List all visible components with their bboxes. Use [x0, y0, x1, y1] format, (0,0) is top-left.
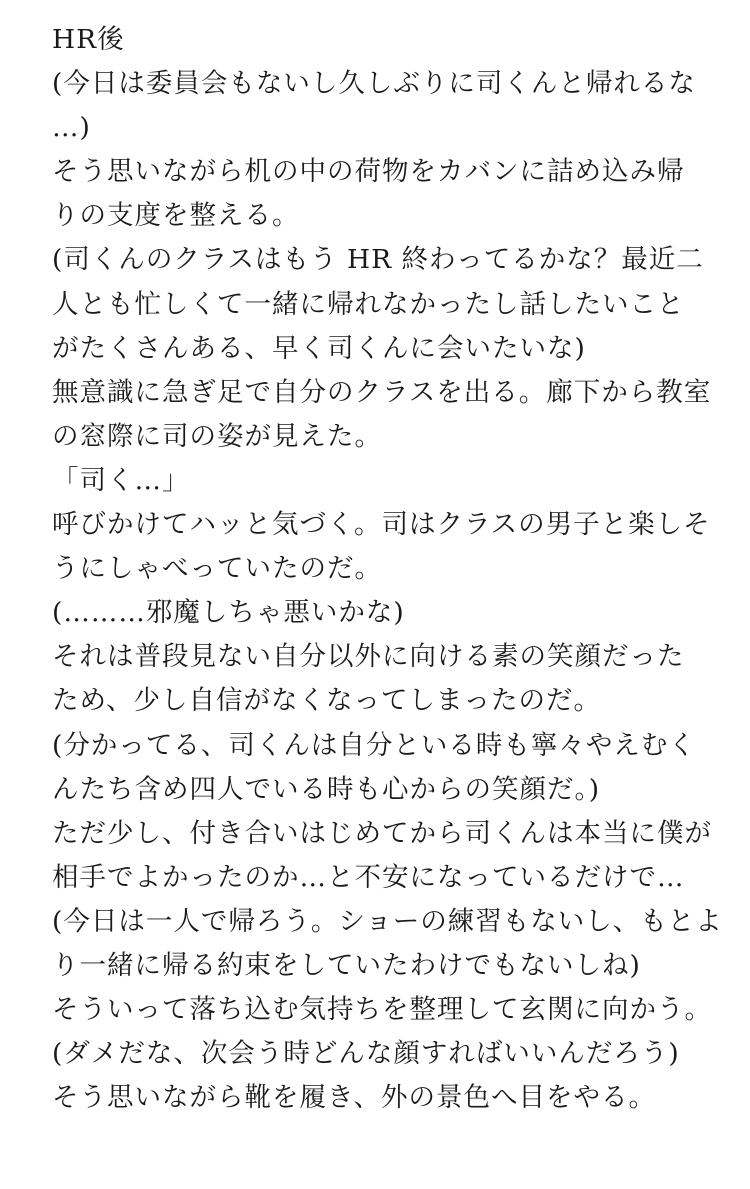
- text-line: そういって落ち込む気持ちを整理して玄関に向かう。: [52, 994, 712, 1026]
- text-line: りの支度を整える。: [52, 200, 300, 232]
- text-line: 相手でよかったのか…と不安になっているだけで…: [52, 861, 685, 893]
- text-line: (今日は委員会もないし久しぶりに司くんと帰れるな: [52, 68, 696, 100]
- text-line: (………邪魔しちゃ悪いかな): [52, 597, 405, 629]
- text-line: 無意識に急ぎ足で自分のクラスを出る。廊下から教室: [52, 376, 712, 408]
- text-line: そう思いながら机の中の荷物をカバンに詰め込み帰: [52, 156, 685, 188]
- text-line: (今日は一人で帰ろう。ショーの練習もないし、もとよ: [52, 905, 723, 937]
- text-line: それは普段見ない自分以外に向ける素の笑顔だった: [52, 641, 685, 673]
- text-line: (分かってる、司くんは自分といる時も寧々やえむく: [52, 729, 696, 761]
- text-line: ため、少し自信がなくなってしまったのだ。: [52, 685, 601, 717]
- text-line: り一緒に帰る約束をしていたわけでもないしね): [52, 949, 641, 981]
- text-line: 「司く…」: [52, 464, 190, 496]
- text-line: そう思いながら靴を履き、外の景色へ目をやる。: [52, 1082, 656, 1114]
- text-line: の窓際に司の姿が見えた。: [52, 420, 382, 452]
- text-line: んたち含め四人でいる時も心からの笑顔だ。): [52, 773, 601, 805]
- text-line: HR後: [52, 24, 125, 55]
- text-line: うにしゃべっていたのだ。: [52, 553, 382, 585]
- text-line: 人とも忙しくて一緒に帰れなかったし話したいこと: [52, 288, 685, 320]
- story-text-body: [52, 18, 723, 1120]
- text-line: ただ少し、付き合いはじめてから司くんは本当に僕が: [52, 817, 712, 849]
- text-line: がたくさんある、早く司くんに会いたいな): [52, 332, 586, 364]
- text-line: (司くんのクラスはもう HR 終わってるかな？最近二: [52, 244, 704, 276]
- text-line: …): [52, 112, 91, 144]
- text-line: 呼びかけてハッと気づく。司はクラスの男子と楽しそ: [52, 509, 711, 541]
- text-line: (ダメだな、次会う時どんな顔すればいいんだろう): [52, 1038, 680, 1070]
